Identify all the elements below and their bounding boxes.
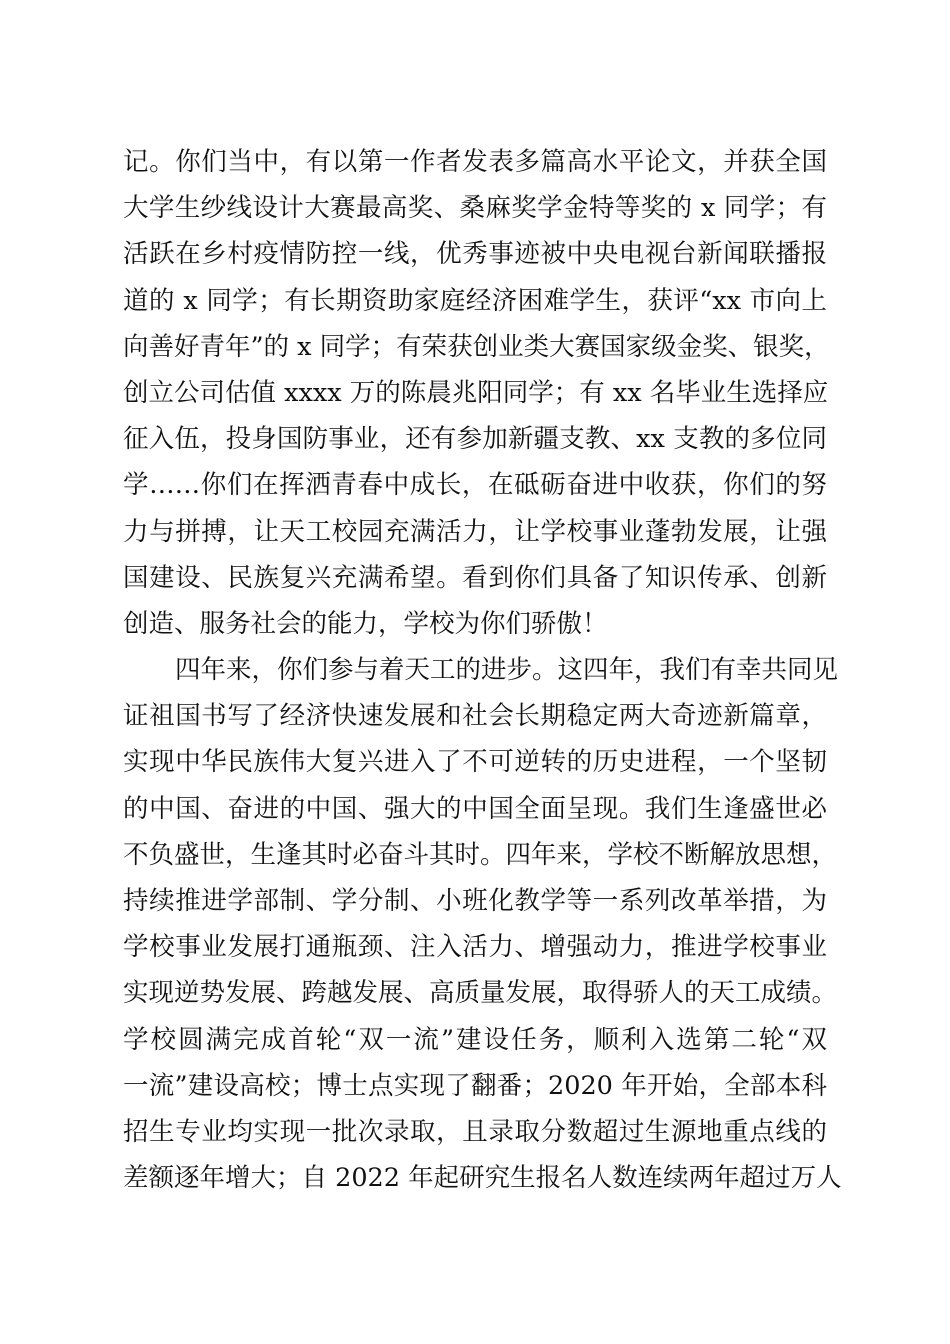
paragraph-2 xyxy=(123,647,842,1201)
paragraph-line: 征入伍，投身国防事业，还有参加新疆支教、xx 支教的多位同 xyxy=(123,424,827,455)
body-text xyxy=(123,139,842,1201)
paragraph-line: 大学生纱线设计大赛最高奖、桑麻奖学金特等奖的 x 同学；有 xyxy=(123,193,827,224)
paragraph-line: 实现逆势发展、跨越发展、高质量发展，取得骄人的天工成绩。 xyxy=(123,978,838,1009)
paragraph-line: 学校事业发展打通瓶颈、注入活力、增强动力，推进学校事业 xyxy=(123,932,827,963)
paragraph-line: 道的 x 同学；有长期资助家庭经济困难学生，获评“xx 市向上 xyxy=(123,285,827,316)
paragraph-line: 持续推进学部制、学分制、小班化教学等一系列改革举措，为 xyxy=(123,886,827,916)
paragraph-line: 的中国、奋进的中国、强大的中国全面呈现。我们生逢盛世必 xyxy=(123,793,827,824)
paragraph-line: 创造、服务社会的能力，学校为你们骄傲！ xyxy=(123,608,608,639)
paragraph-line: 记。你们当中，有以第一作者发表多篇高水平论文，并获全国 xyxy=(123,147,827,177)
paragraph-line: 创立公司估值 xxxx 万的陈晨兆阳同学；有 xx 名毕业生选择应 xyxy=(123,377,829,408)
paragraph-line: 学校圆满完成首轮“双一流”建设任务，顺利入选第二轮“双 xyxy=(123,1024,827,1055)
paragraph-line: 国建设、民族复兴充满希望。看到你们具备了知识传承、创新 xyxy=(123,562,827,593)
paragraph-line: 一流”建设高校；博士点实现了翻番；2020 年开始，全部本科 xyxy=(123,1070,827,1101)
paragraph-line: 证祖国书写了经济快速发展和社会长期稳定两大奇迹新篇章， xyxy=(123,701,827,732)
paragraph-line: 不负盛世，生逢其时必奋斗其时。四年来，学校不断解放思想， xyxy=(123,839,838,870)
paragraph-line: 实现中华民族伟大复兴进入了不可逆转的历史进程，一个坚韧 xyxy=(123,747,827,778)
paragraph-line: 向善好青年”的 x 同学；有荣获创业类大赛国家级金奖、银奖， xyxy=(123,331,830,362)
paragraph-line: 活跃在乡村疫情防控一线，优秀事迹被中央电视台新闻联播报 xyxy=(123,239,827,270)
paragraph-line: 四年来，你们参与着天工的进步。这四年，我们有幸共同见 xyxy=(175,655,839,686)
paragraph-line: 差额逐年增大；自 2022 年起研究生报名人数连续两年超过万人 xyxy=(123,1163,842,1194)
paragraph-line: 力与拼搏，让天工校园充满活力，让学校事业蓬勃发展，让强 xyxy=(123,516,827,547)
paragraph-1 xyxy=(123,139,830,647)
paragraph-line: 招生专业均实现一批次录取，且录取分数超过生源地重点线的 xyxy=(123,1116,827,1147)
paragraph-line: 学……你们在挥洒青春中成长，在砥砺奋进中收获，你们的努 xyxy=(123,470,827,501)
